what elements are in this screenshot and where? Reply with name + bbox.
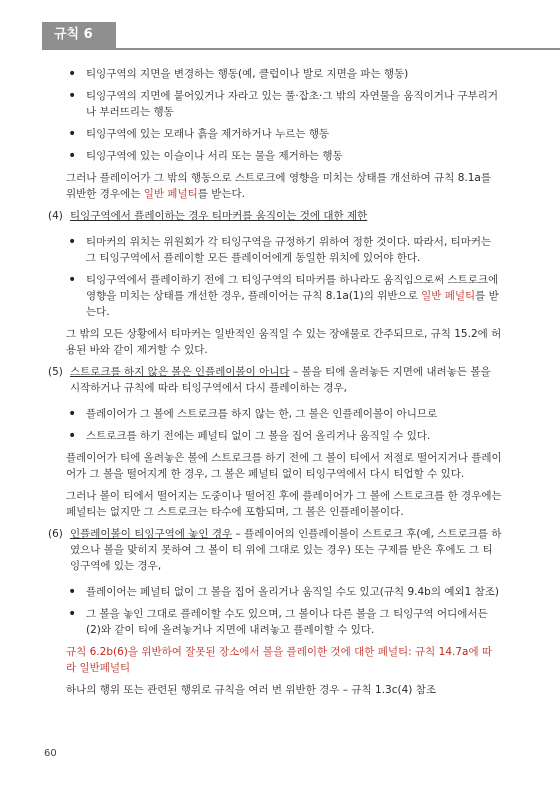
list-sec5 bbox=[66, 406, 502, 444]
penalty-note: 규칙 6.2b(6)을 위반하여 잘못된 장소에서 볼을 플레이한 것에 대한 페널티: 규칙 14.7a에 따라 일반페널티 bbox=[66, 646, 493, 674]
section-number: (4) bbox=[48, 210, 63, 222]
penalty-text: 일반 페널티 bbox=[143, 188, 198, 200]
section-number: (6) bbox=[48, 528, 63, 540]
list-item: • 플레이어가 그 볼에 스트로크를 하지 않는 한, 그 볼은 인플레이볼이 아니므로 bbox=[66, 406, 502, 422]
list-item: • 티잉구역의 지면을 변경하는 행동(예, 클럽이나 발로 지면을 파는 행동) bbox=[66, 66, 502, 82]
paragraph: 플레이어가 티에 올려놓은 볼에 스트로크를 하기 전에 그 볼이 티에서 저절로 떨어지거나 플레이어가 그 볼을 떨어지게 한 경우, 그 볼은 페널티 없이 티잉구역에서 다시 티업할 수 있다. bbox=[66, 452, 502, 480]
list-sec4 bbox=[66, 234, 502, 320]
list-item: • 티잉구역에 있는 모래나 흙을 제거하거나 누르는 행동 bbox=[66, 126, 502, 142]
section-title: 티잉구역에서 플레이하는 경우 티마커를 움직이는 것에 대한 제한 bbox=[70, 210, 368, 222]
list-item: • 티잉구역의 지면에 붙어있거나 자라고 있는 풀·잡초·그 밖의 자연물을 움직이거나 구부리거나 부러뜨리는 행동 bbox=[66, 88, 502, 120]
section-4 bbox=[48, 208, 502, 230]
list-sec6 bbox=[66, 584, 502, 638]
list-item: • 티마커의 위치는 위원회가 각 티잉구역을 규정하기 위하여 정한 것이다. 따라서, 티마커는 그 티잉구역에서 플레이할 모든 플레이어에게 동일한 위치에 있어야 한다. bbox=[66, 234, 502, 266]
list-item: • 스트로크를 하기 전에는 페널티 없이 그 볼을 집어 올리거나 움직일 수 있다. bbox=[66, 428, 502, 444]
header-divider bbox=[42, 48, 560, 50]
section-title: 인플레이볼이 티잉구역에 놓인 경우 bbox=[70, 528, 233, 540]
page-number: 60 bbox=[44, 748, 57, 759]
section-title: 스트로크를 하지 않은 볼은 인플레이볼이 아니다 bbox=[70, 366, 290, 378]
list-item: • 티잉구역에 있는 이슬이나 서리 또는 물을 제거하는 행동 bbox=[66, 148, 502, 164]
footer-note: 하나의 행위 또는 관련된 행위로 규칙을 여러 번 위반한 경우 – 규칙 1.3c(4) 참조 bbox=[66, 684, 436, 696]
list-item: • 플레이어는 페널티 없이 그 볼을 집어 올리거나 움직일 수도 있고(규칙 9.4b의 예외1 참조) bbox=[66, 584, 502, 600]
paragraph: 그러나 볼이 티에서 떨어지는 도중이나 떨어진 후에 플레이어가 그 볼에 스트로크를 한 경우에는 페널티는 없지만 그 스트로크는 타수에 포함되며, 그 볼은 인플레이볼이다. bbox=[66, 490, 502, 518]
penalty-text: 일반 페널티 bbox=[421, 290, 476, 302]
rule-tab: 규칙 6 bbox=[42, 22, 116, 48]
section-5: (5) 스트로크를 하지 않은 볼은 인플레이볼이 아니다 – 볼을 티에 올려놓든 지면에 내려놓든 볼을 시작하거나 규칙에 따라 티잉구역에서 다시 플레이하는 경우, bbox=[48, 364, 502, 402]
paragraph: 그러나 플레이어가 그 밖의 행동으로 스트로크에 영향을 미치는 상태를 개선하여 규칙 8.1a를 위반한 경우에는 일반 페널티를 받는다. bbox=[66, 172, 491, 200]
paragraph: 그 밖의 모든 상황에서 티마커는 일반적인 움직일 수 있는 장애물로 간주되므로, 규칙 15.2에 허용된 바와 같이 제거할 수 있다. bbox=[66, 328, 502, 356]
list-top bbox=[66, 66, 502, 164]
header-bar bbox=[0, 0, 560, 48]
list-item: • 티잉구역에서 플레이하기 전에 그 티잉구역의 티마커를 하나라도 움직임으로써 스트로크에 영향을 미치는 상태를 개선한 경우, 플레이어는 규칙 8.1a(1)의 위반으로 일반 페널티를 받는다. bbox=[66, 272, 502, 320]
list-item: • 그 볼을 놓인 그대로 플레이할 수도 있으며, 그 볼이나 다른 볼을 그 티잉구역 어디에서든 (2)와 같이 티에 올려놓거나 지면에 내려놓고 플레이할 수 있다. bbox=[66, 606, 502, 638]
page-content bbox=[48, 66, 502, 704]
section-number: (5) bbox=[48, 366, 63, 378]
section-6: (6) 인플레이볼이 티잉구역에 놓인 경우 – 플레이어의 인플레이볼이 스트로크 후(예, 스트로크를 하였으나 볼을 맞히지 못하여 그 볼이 티 위에 그대로 있는 경우) 또는 구제를 받은 후에도 그 티잉구역에 있는 경우, bbox=[48, 526, 502, 580]
